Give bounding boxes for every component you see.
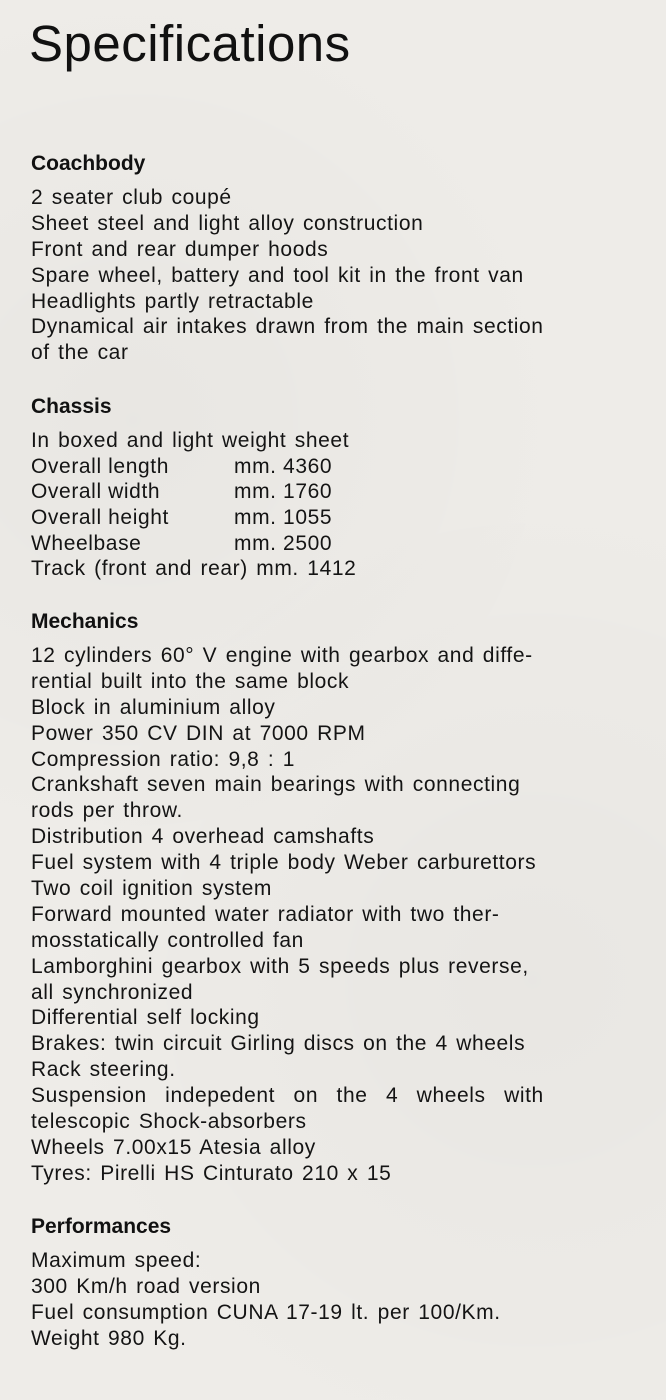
performances-line: Weight 980 Kg. (31, 1326, 187, 1350)
coachbody-line: 2 seater club coupé (31, 186, 232, 209)
spec-label: Overall height (31, 506, 169, 530)
mechanics-line: Brakes: twin circuit Girling discs on the 4 wheels (31, 1032, 526, 1056)
mechanics-section (31, 609, 635, 1187)
spec-row-wheelbase (31, 531, 635, 557)
coachbody-heading: Coachbody (31, 152, 146, 175)
performances-line: Fuel consumption CUNA 17-19 lt. per 100/Km. (31, 1300, 501, 1324)
mechanics-line: Forward mounted water radiator with two ther- (31, 902, 500, 926)
chassis-intro: In boxed and light weight sheet (31, 429, 350, 452)
chassis-track: Track (front and rear) mm. 1412 (31, 557, 357, 581)
mechanics-line-text: 12 cylinders 60° V engine with gearbox and diffe- (31, 644, 533, 667)
mechanics-line: rential built into the same block (31, 669, 350, 693)
spec-label: Wheelbase (31, 531, 142, 555)
mechanics-line: rods per throw. (31, 799, 183, 823)
performances-line: Maximum speed: (31, 1249, 202, 1272)
coachbody-line: Dynamical air intakes drawn from the main section (31, 315, 544, 339)
page-title: Specifications (29, 15, 351, 72)
mechanics-line: Power 350 CV DIN at 7000 RPM (31, 721, 366, 745)
mechanics-line: mosstatically controlled fan (31, 928, 304, 952)
performances-section (31, 1214, 635, 1352)
mechanics-line: all synchronized (31, 980, 194, 1004)
mechanics-line (31, 643, 635, 669)
spec-row-overall-length (31, 454, 635, 480)
mechanics-heading: Mechanics (31, 610, 139, 633)
coachbody-line: of the car (31, 341, 129, 365)
mechanics-line: Block in aluminium alloy (31, 695, 276, 719)
spec-label: Overall width (31, 480, 161, 504)
mechanics-line: Two coil ignition system (31, 877, 272, 901)
chassis-heading: Chassis (31, 395, 112, 418)
mechanics-line: Suspension indepedent on the 4 wheels with (31, 1084, 544, 1108)
mechanics-line: Wheels 7.00x15 Atesia alloy (31, 1135, 316, 1159)
spec-value: mm. 1760 (234, 480, 333, 504)
mechanics-line: Lamborghini gearbox with 5 speeds plus reverse, (31, 954, 529, 978)
spec-label: Overall length (31, 454, 169, 478)
mechanics-line: Tyres: Pirelli HS Cinturato 210 x 15 (31, 1161, 392, 1185)
mechanics-line: Fuel system with 4 triple body Weber carburettors (31, 851, 537, 875)
performances-line: 300 Km/h road version (31, 1274, 261, 1298)
coachbody-line: Headlights partly retractable (31, 289, 314, 313)
mechanics-line: Differential self locking (31, 1006, 260, 1030)
mechanics-line: telescopic Shock-absorbers (31, 1110, 307, 1134)
mechanics-line: Crankshaft seven main bearings with connecting (31, 773, 521, 797)
spec-row-overall-width (31, 479, 635, 505)
chassis-section (31, 394, 635, 582)
coachbody-line: Sheet steel and light alloy construction (31, 211, 424, 235)
coachbody-section (31, 151, 635, 366)
spec-value: mm. 1055 (234, 506, 333, 530)
spec-value: mm. 2500 (234, 531, 333, 555)
mechanics-line: Rack steering. (31, 1058, 176, 1082)
mechanics-line: Distribution 4 overhead camshafts (31, 825, 375, 849)
coachbody-line: Spare wheel, battery and tool kit in the front van (31, 263, 524, 287)
coachbody-line: Front and rear dumper hoods (31, 237, 329, 261)
spec-row-overall-height (31, 505, 635, 531)
performances-heading: Performances (31, 1215, 172, 1238)
spec-value: mm. 4360 (234, 454, 333, 478)
mechanics-line: Compression ratio: 9,8 : 1 (31, 747, 296, 771)
